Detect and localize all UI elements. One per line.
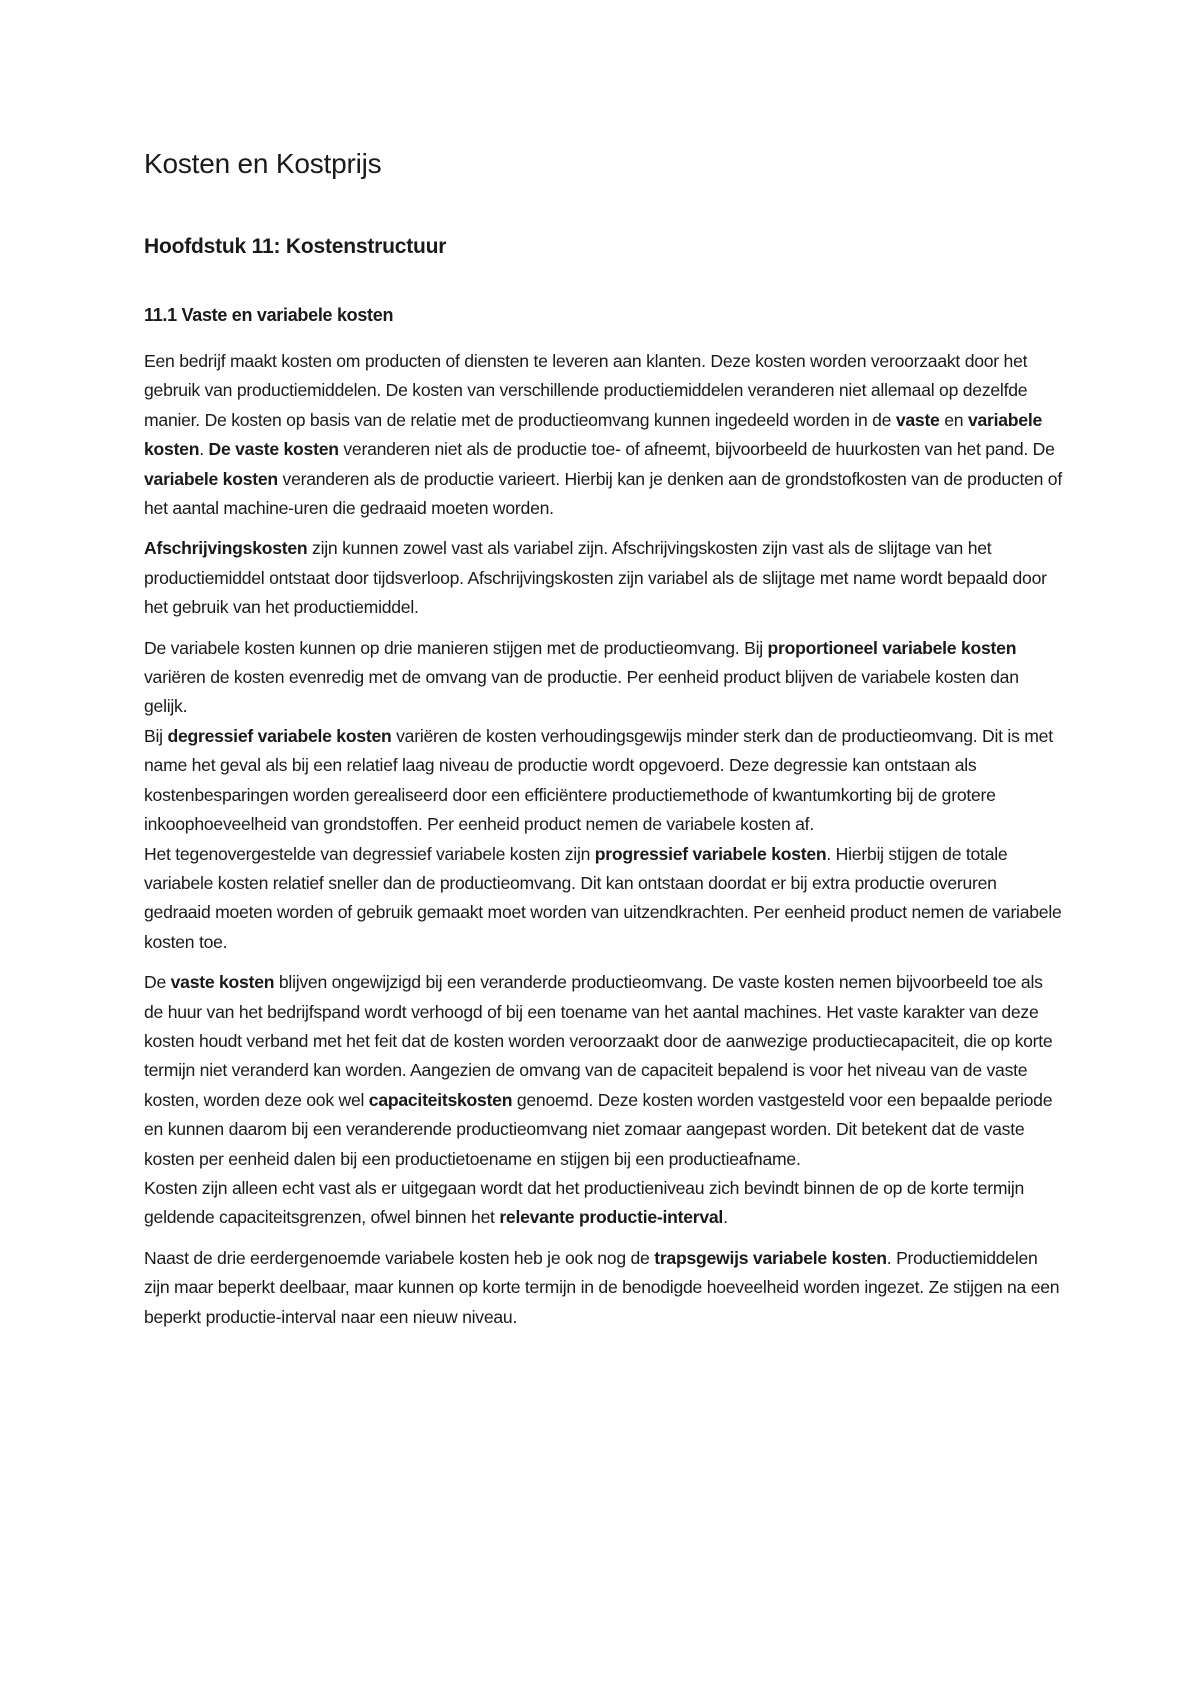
paragraph-progressief: Het tegenovergestelde van degressief variabele kosten zijn progressief variabele kosten. Hierbij stijgen de totale variabele kosten relatief sneller dan de productieomvang. Dit kan ontstaan doordat er bij extra productie overuren gedraaid moeten worden of gebruik gemaakt moet worden van uitzendkrachten. Per eenheid product nemen de variabele kosten toe. — [144, 843, 1062, 952]
paragraph-proportioneel: De variabele kosten kunnen op drie manieren stijgen met de productieomvang. Bij proportioneel variabele kosten variëren de kosten evenredig met de omvang van de productie. Per eenheid product blijven de variabele kosten dan gelijk. — [144, 637, 1019, 717]
paragraph-trapsgewijs: Naast de drie eerdergenoemde variabele kosten heb je ook nog de trapsgewijs variabele kosten. Productiemiddelen zijn maar beperkt deelbaar, maar kunnen op korte termijn in de benodigde hoeveelheid worden ingezet. Ze stijgen na een beperkt productie-interval naar een nieuw niveau. — [144, 1247, 1060, 1327]
paragraph-degressief: Bij degressief variabele kosten variëren de kosten verhoudingsgewijs minder sterk dan de productieomvang. Dit is met name het geval als bij een relatief laag niveau de productie wordt opgevoerd. Deze degressie kan ontstaan als kostenbesparingen worden gerealiseerd door een efficiëntere productiemethode of kwantumkorting bij de grotere inkoophoeveelheid van grondstoffen. Per eenheid product nemen de variabele kosten af. — [144, 725, 1053, 835]
paragraph-vaste-kosten: De vaste kosten blijven ongewijzigd bij een veranderde productieomvang. De vaste kosten nemen bijvoorbeeld toe als de huur van het bedrijfspand wordt verhoogd of bij een toename van het aantal machines. Het vaste karakter van deze kosten houdt verband met het feit dat de kosten worden veroorzaakt door de aanwezige productiecapaciteit, die op korte termijn niet veranderd kan worden. Aangezien de omvang van de capaciteit bepalend is voor het niveau van de vaste kosten, worden deze ook wel capaciteitskosten genoemd. Deze kosten worden vastgesteld voor een bepaalde periode en kunnen daarom bij een veranderende productieomvang niet zomaar aangepast worden. Dit betekent dat de vaste kosten per eenheid dalen bij een productietoename en stijgen bij een productieafname. — [144, 972, 1053, 1169]
document-title: Kosten en Kostprijs — [144, 148, 382, 179]
paragraph-afschrijvingskosten: Afschrijvingskosten zijn kunnen zowel vast als variabel zijn. Afschrijvingskosten zijn vast als de slijtage van het productiemiddel ontstaat door tijdsverloop. Afschrijvingskosten zijn variabel als de slijtage met name wordt bepaald door het gebruik van het productiemiddel. — [144, 538, 1047, 618]
document-body — [144, 146, 1064, 1332]
section-heading: 11.1 Vaste en variabele kosten — [144, 305, 394, 325]
paragraph-productie-interval: Kosten zijn alleen echt vast als er uitgegaan wordt dat het productieniveau zich bevindt binnen de op de korte termijn geldende capaciteitsgrenzen, ofwel binnen het relevante productie-interval. — [144, 1177, 1025, 1228]
chapter-heading: Hoofdstuk 11: Kostenstructuur — [144, 235, 447, 258]
paragraph-intro: Een bedrijf maakt kosten om producten of diensten te leveren aan klanten. Deze kosten worden veroorzaakt door het gebruik van productiemiddelen. De kosten van verschillende productiemiddelen veranderen niet allemaal op dezelfde manier. De kosten op basis van de relatie met de productieomvang kunnen ingedeeld worden in de vaste en variabele kosten. De vaste kosten veranderen niet als de productie toe- of afneemt, bijvoorbeeld de huurkosten van het pand. De variabele kosten veranderen als de productie varieert. Hierbij kan je denken aan de grondstofkosten van de producten of het aantal machine-uren die gedraaid moeten worden. — [144, 351, 1062, 519]
